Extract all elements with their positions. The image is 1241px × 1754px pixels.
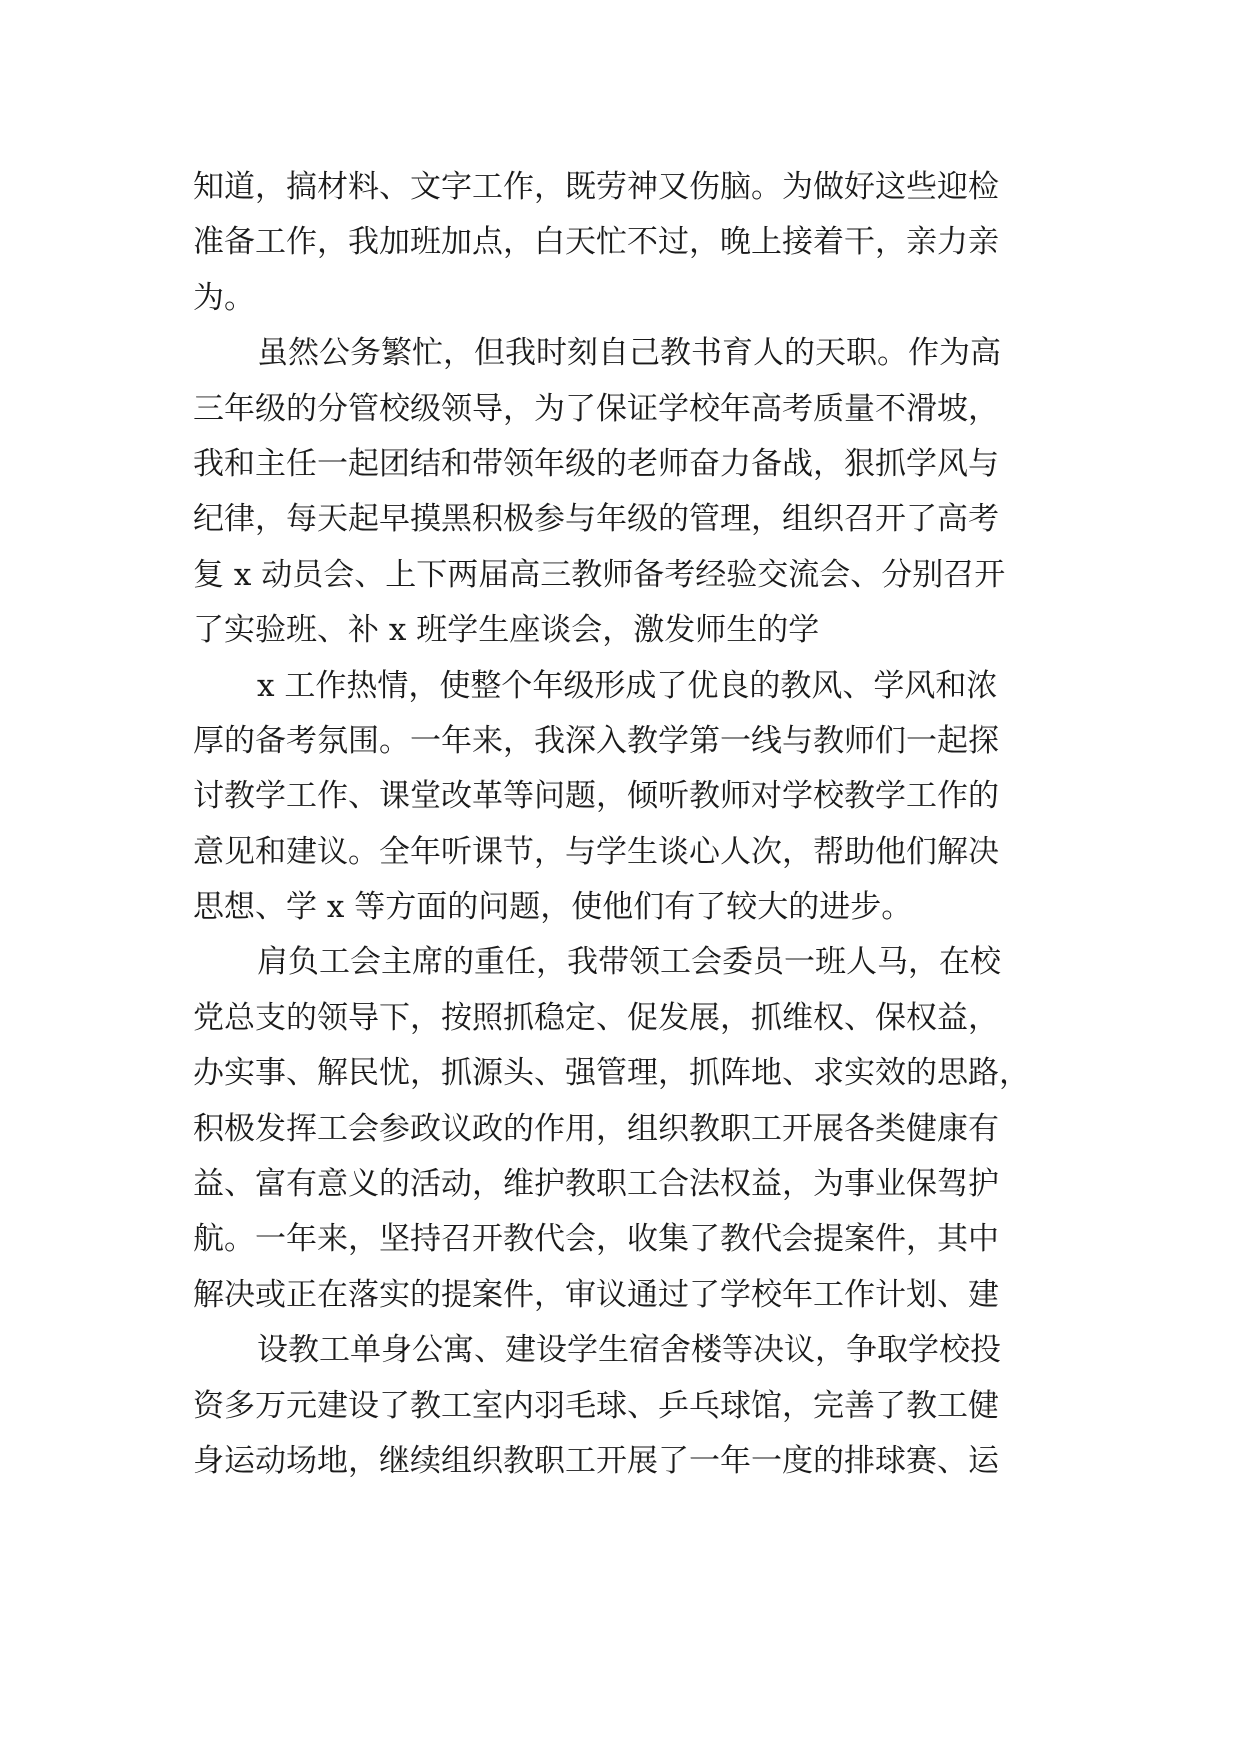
text-line: 厚的备考氛围。一年来，我深入教学第一线与教师们一起探 bbox=[193, 722, 999, 759]
text-line: 三年级的分管校级领导，为了保证学校年高考质量不滑坡， bbox=[193, 390, 999, 427]
text-line: 资多万元建设了教工室内羽毛球、乒乓球馆，完善了教工健 bbox=[193, 1387, 999, 1424]
text-line: 纪律，每天起早摸黑积极参与年级的管理，组织召开了高考 bbox=[193, 501, 999, 538]
text-line: 办实事、解民忧，抓源头、强管理，抓阵地、求实效的思路， bbox=[193, 1055, 1030, 1092]
text-line: 党总支的领导下，按照抓稳定、促发展，抓维权、保权益， bbox=[193, 999, 999, 1036]
text-line: 知道，搞材料、文字工作，既劳神又伤脑。为做好这些迎检 bbox=[193, 169, 999, 205]
text-line: 了实验班、补 x 班学生座谈会，激发师生的学 bbox=[193, 612, 820, 649]
document-body bbox=[193, 160, 1053, 1489]
text-line: 思想、学 x 等方面的问题，使他们有了较大的进步。 bbox=[193, 889, 913, 926]
text-line: 设教工单身公寓、建设学生宿舍楼等决议，争取学校投 bbox=[257, 1332, 1001, 1369]
text-line: 虽然公务繁忙，但我时刻自己教书育人的天职。作为高 bbox=[257, 335, 1001, 372]
text-line: 复 x 动员会、上下两届高三教师备考经验交流会、分别召开 bbox=[193, 556, 1006, 593]
text-line: 为。 bbox=[193, 279, 255, 316]
text-line: 准备工作，我加班加点，白天忙不过，晚上接着干，亲力亲 bbox=[193, 224, 999, 261]
text-line: 航。一年来，坚持召开教代会，收集了教代会提案件，其中 bbox=[193, 1221, 999, 1258]
text-line: 益、富有意义的活动，维护教职工合法权益，为事业保驾护 bbox=[193, 1166, 999, 1203]
text-line: x 工作热情，使整个年级形成了优良的教风、学风和浓 bbox=[257, 667, 998, 704]
text-line: 积极发挥工会参政议政的作用，组织教职工开展各类健康有 bbox=[193, 1110, 999, 1147]
text-line: 讨教学工作、课堂改革等问题，倾听教师对学校教学工作的 bbox=[193, 778, 999, 815]
text-line: 意见和建议。全年听课节，与学生谈心人次，帮助他们解决 bbox=[193, 833, 999, 870]
text-line: 我和主任一起团结和带领年级的老师奋力备战，狠抓学风与 bbox=[193, 445, 999, 482]
text-line: 肩负工会主席的重任，我带领工会委员一班人马，在校 bbox=[257, 944, 1001, 981]
text-line: 解决或正在落实的提案件，审议通过了学校年工作计划、建 bbox=[193, 1276, 999, 1313]
text-line: 身运动场地，继续组织教职工开展了一年一度的排球赛、运 bbox=[193, 1442, 999, 1479]
